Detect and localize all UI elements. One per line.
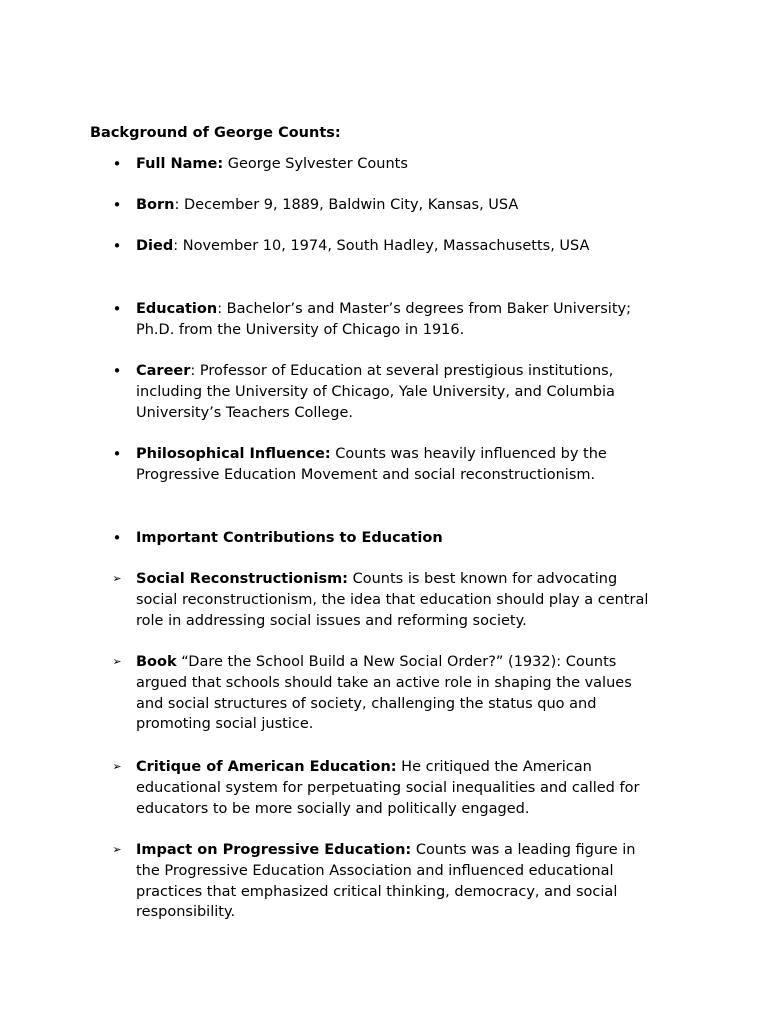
arrow-bullet-icon: ➢ bbox=[112, 572, 122, 585]
section-heading: Background of George Counts: bbox=[90, 125, 341, 141]
item-label: Died bbox=[136, 238, 174, 254]
item-text: promoting social justice. bbox=[136, 716, 314, 733]
bullet-icon: • bbox=[112, 237, 122, 255]
item-text: Counts was heavily influenced by the bbox=[330, 446, 607, 462]
item-text: social reconstructionism, the idea that education should play a central bbox=[136, 591, 649, 608]
list-item-social-reconstructionism bbox=[112, 569, 681, 631]
item-label: Impact on Progressive Education: bbox=[136, 842, 412, 858]
item-text: He critiqued the American bbox=[396, 759, 592, 775]
bullet-icon: • bbox=[112, 300, 122, 318]
item-label: Important Contributions to Education bbox=[136, 530, 443, 546]
arrow-bullet-icon: ➢ bbox=[112, 655, 122, 668]
bullet-icon: • bbox=[112, 196, 122, 214]
list-item-philosophical-influence bbox=[112, 444, 681, 486]
item-text: Progressive Education Movement and social reconstructionism. bbox=[136, 466, 596, 483]
item-label: Full Name: bbox=[136, 156, 224, 172]
item-label: Philosophical Influence: bbox=[136, 446, 331, 462]
item-text: and social structures of society, challenging the status quo and bbox=[136, 695, 597, 712]
list-item-full-name bbox=[112, 154, 681, 175]
item-text: role in addressing social issues and reforming society. bbox=[136, 612, 527, 629]
bullet-icon: • bbox=[112, 445, 122, 463]
bullet-icon: • bbox=[112, 155, 122, 173]
item-label: Education bbox=[136, 301, 218, 317]
item-text: George Sylvester Counts bbox=[223, 156, 408, 172]
item-text: University’s Teachers College. bbox=[136, 404, 354, 421]
item-label: Critique of American Education: bbox=[136, 759, 397, 775]
item-text: the Progressive Education Association and influenced educational bbox=[136, 862, 614, 879]
item-text: educational system for perpetuating social inequalities and called for bbox=[136, 779, 640, 796]
list-item-died bbox=[112, 236, 681, 257]
item-text: : November 10, 1974, South Hadley, Massachusetts, USA bbox=[173, 238, 590, 254]
item-text: practices that emphasized critical thinking, democracy, and social bbox=[136, 883, 618, 900]
arrow-bullet-icon: ➢ bbox=[112, 760, 122, 773]
item-text: : December 9, 1889, Baldwin City, Kansas, USA bbox=[174, 197, 519, 213]
list-item-contributions-heading bbox=[112, 528, 681, 549]
item-label: Book bbox=[136, 654, 177, 670]
item-label: Social Reconstructionism: bbox=[136, 571, 348, 587]
item-text: Counts was a leading figure in bbox=[411, 842, 636, 858]
item-label: Career bbox=[136, 363, 191, 379]
item-label: Born bbox=[136, 197, 175, 213]
list-item-born bbox=[112, 195, 681, 216]
item-text: including the University of Chicago, Yale University, and Columbia bbox=[136, 383, 615, 400]
bullet-icon: • bbox=[112, 362, 122, 380]
item-text: : Bachelor’s and Master’s degrees from Baker University; bbox=[217, 301, 631, 317]
bullet-icon: • bbox=[112, 529, 122, 547]
item-text: educators to be more socially and politically engaged. bbox=[136, 800, 530, 817]
list-item-impact bbox=[112, 840, 681, 923]
list-item-critique bbox=[112, 757, 681, 819]
item-text: “Dare the School Build a New Social Order?” (1932): Counts bbox=[176, 654, 617, 670]
list-item-education bbox=[112, 299, 681, 341]
item-text: Counts is best known for advocating bbox=[347, 571, 618, 587]
list-item-career bbox=[112, 361, 681, 423]
item-text: Ph.D. from the University of Chicago in 1916. bbox=[136, 321, 465, 338]
item-text: argued that schools should take an active role in shaping the values bbox=[136, 674, 632, 691]
arrow-bullet-icon: ➢ bbox=[112, 843, 122, 856]
item-text: responsibility. bbox=[136, 904, 236, 921]
item-text: : Professor of Education at several prestigious institutions, bbox=[190, 363, 614, 379]
list-item-book bbox=[112, 652, 681, 735]
